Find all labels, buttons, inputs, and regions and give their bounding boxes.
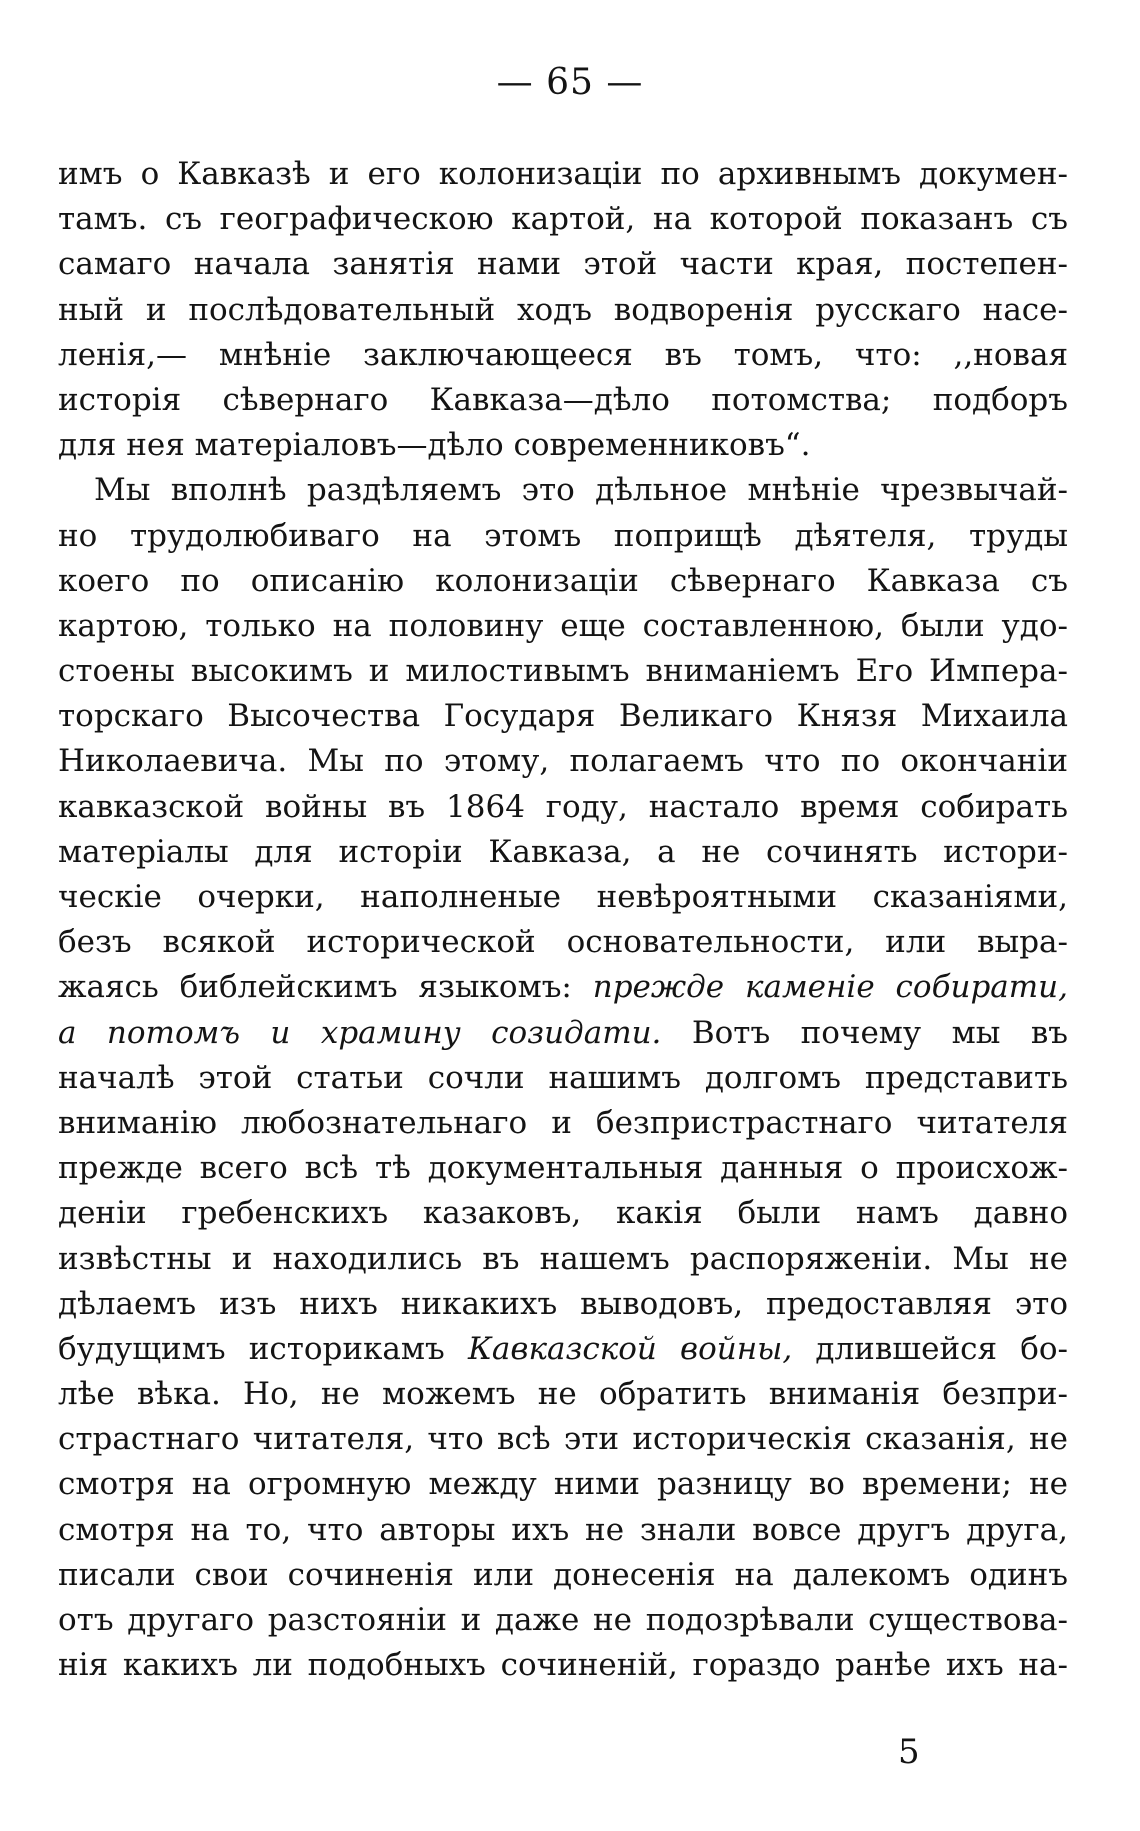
text-line: смотря на то, что авторы ихъ не знали вовсе другъ друга, (58, 1511, 1068, 1548)
text-line: смотря на огромную между ними разницу во времени; не (58, 1466, 1068, 1503)
italic-quote: а потомъ и храмину созидати. (58, 1014, 662, 1051)
text-line: ный и послѣдовательный ходъ водворенія русскаго насе- (58, 291, 1068, 328)
text-line: вниманію любознательнаго и безпристрастнаго читателя (58, 1104, 1068, 1141)
text-line: матеріалы для исторіи Кавказа, а не сочинять истори- (58, 833, 1068, 870)
italic-term: Кавказской войны, (467, 1330, 793, 1367)
body-text (58, 152, 1068, 1688)
text-line: лѣе вѣка. Но, не можемъ не обратить вниманія безпри- (58, 1376, 1068, 1413)
text-line: Мы вполнѣ раздѣляемъ это дѣльное мнѣніе чрезвычай- (94, 472, 1068, 509)
text-line: кавказской войны въ 1864 году, настало время собирать (58, 788, 1068, 825)
text-line: торскаго Высочества Государя Великаго Князя Михаила (58, 698, 1068, 735)
text-line (58, 1327, 1068, 1372)
text-line: самаго начала занятія нами этой части края, постепен- (58, 246, 1068, 283)
text-line: деніи гребенскихъ казаковъ, какія были намъ давно (58, 1195, 1068, 1232)
text-line: извѣстны и находились въ нашемъ распоряженіи. Мы не (58, 1240, 1068, 1277)
text-line: стоены высокимъ и милостивымъ вниманіемъ Его Импера- (58, 653, 1068, 690)
text-fragment: длившейся бо- (815, 1330, 1068, 1367)
text-line: коего по описанію колонизаціи сѣвернаго Кавказа съ (58, 562, 1068, 599)
text-line: писали свои сочиненія или донесенія на далекомъ одинъ (58, 1556, 1068, 1593)
text-line: Николаевича. Мы по этому, полагаемъ что по окончаніи (58, 743, 1068, 780)
text-line (58, 1011, 1068, 1056)
text-line: картою, только на половину еще составленною, были удо- (58, 607, 1068, 644)
text-line: тамъ. съ географическою картой, на которой показанъ съ (58, 201, 1068, 238)
text-line: дѣлаемъ изъ нихъ никакихъ выводовъ, предоставляя это (58, 1285, 1068, 1322)
text-line: прежде всего всѣ тѣ документальныя данныя о происхож- (58, 1150, 1068, 1187)
text-line: безъ всякой исторической основательности, или выра- (58, 924, 1068, 961)
text-fragment: будущимъ историкамъ (58, 1330, 445, 1367)
text-line: ленія,— мнѣніе заключающееся въ томъ, что: ,,новая (58, 336, 1068, 373)
text-line: но трудолюбиваго на этомъ поприщѣ дѣятеля, труды (58, 517, 1068, 554)
italic-quote: прежде каменіе собирати, (592, 969, 1068, 1006)
text-line: страстнаго читателя, что всѣ эти историческія сказанія, не (58, 1421, 1068, 1458)
text-fragment: жаясь библейскимъ языкомъ: (58, 969, 572, 1006)
text-line (58, 965, 1068, 1010)
page-number: — 65 — (496, 62, 644, 103)
signature-mark: 5 (898, 1732, 920, 1772)
text-line: отъ другаго разстояніи и даже не подозрѣвали существова- (58, 1602, 1068, 1638)
text-fragment: Вотъ почему мы въ (691, 1014, 1068, 1051)
text-line: нія какихъ ли подобныхъ сочиненій, гораздо ранѣе ихъ на- (58, 1647, 1068, 1684)
text-line: началѣ этой статьи сочли нашимъ долгомъ представить (58, 1059, 1068, 1096)
text-line: исторія сѣвернаго Кавказа—дѣло потомства; подборъ (58, 381, 1068, 418)
text-line: ческіе очерки, наполненые невѣроятными сказаніями, (58, 879, 1068, 915)
text-line: для нея матеріаловъ—дѣло современниковъ“. (58, 427, 811, 464)
text-line: имъ о Кавказѣ и его колонизаціи по архивнымъ докумен- (58, 156, 1068, 192)
